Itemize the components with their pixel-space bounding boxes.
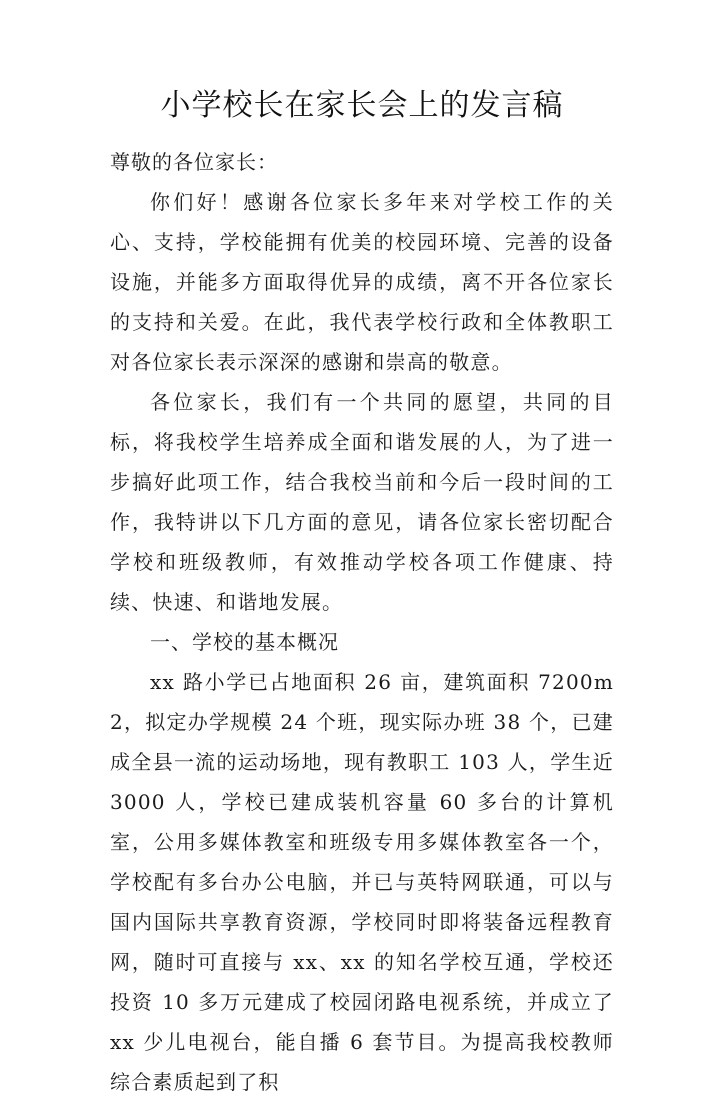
document-page [110,84,614,1102]
paragraph-greeting: 你们好！感谢各位家长多年来对学校工作的关心、支持，学校能拥有优美的校园环境、完善的设备设施，并能多方面取得优异的成绩，离不开各位家长的支持和关爱。在此，我代表学校行政和全体教职工对各位家长表示深深的感谢和崇高的敬意。 [110,190,614,374]
document-title: 小学校长在家长会上的发言稿 [160,88,564,123]
paragraph-school-overview: xx 路小学已占地面积 26 亩，建筑面积 7200m2，拟定办学规模 24 个班，现实际办班 38 个，已建成全县一流的运动场地，现有教职工 103 人，学生近 3000 人，学校已建成装机容量 60 多台的计算机室，公用多媒体教室和班级专用多媒体教室各一个，学校配有多台办公电脑，并已与英特网联通，可以与国内国际共享教育资源，学校同时即将装备远程教育网，随时可直接与 xx、xx 的知名学校互通，学校还投资 10 多万元建成了校园闭路电视系统，并成立了 xx 少儿电视台，能自播 6 套节目。为提高我校教师综合素质起到了积 [110,670,614,1094]
salutation: 尊敬的各位家长： [110,150,278,174]
section-heading: 一、学校的基本概况 [150,630,339,654]
paragraph-goals: 各位家长，我们有一个共同的愿望，共同的目标，将我校学生培养成全面和谐发展的人，为了进一步搞好此项工作，结合我校当前和今后一段时间的工作，我特讲以下几方面的意见，请各位家长密切配合学校和班级教师，有效推动学校各项工作健康、持续、快速、和谐地发展。 [110,390,614,614]
